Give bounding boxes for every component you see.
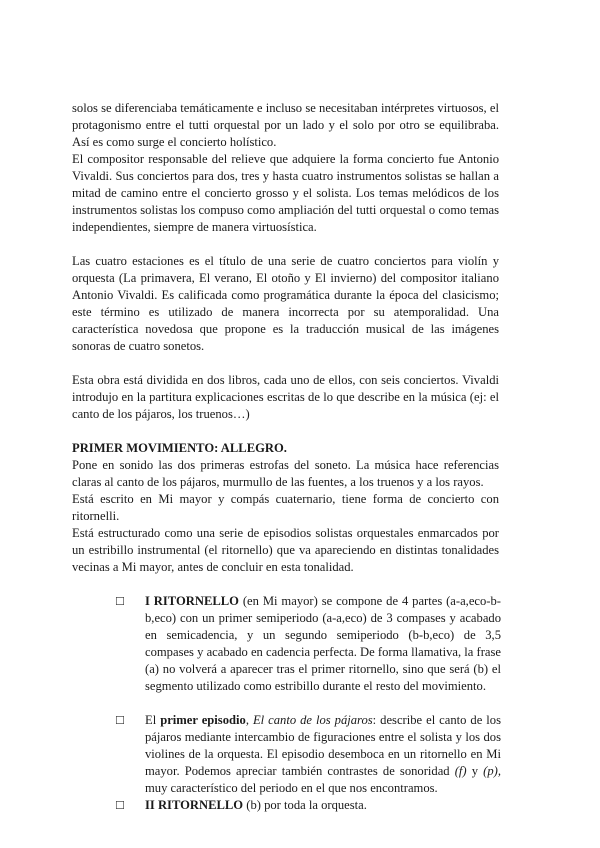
- bold-term: I RITORNELLO: [145, 594, 239, 608]
- list-item: [115, 593, 501, 695]
- list-item-text: I RITORNELLO (en Mi mayor) se compone de 4 partes (a-a,eco-b-b,eco) con un primer semiperiodo (a-a,eco) de 3 compases y acabado en semicadencia, y un segundo semiperiodo (b-b,eco) de 3,5 compases y acabado en cadencia perfecta. De forma llamativa, la frase (a) no volverá a aparecer tras el primer ritornello, sino que será (b) el segmento utilizado como estribillo durante el resto del movimiento.: [145, 594, 501, 693]
- checkbox-icon: ☐: [115, 799, 125, 812]
- paragraph: Pone en sonido las dos primeras estrofas del soneto. La música hace referencias claras al canto de los pájaros, murmullo de las fuentes, a los truenos y a los rayos.: [72, 458, 499, 489]
- list-item: [115, 797, 501, 814]
- paragraph: Esta obra está dividida en dos libros, cada uno de ellos, con seis conciertos. Vivaldi introdujo en la partitura explicaciones escritas de lo que describe en la música (ej: el canto de los pájaros, los truenos…): [72, 373, 499, 421]
- paragraph: solos se diferenciaba temáticamente e incluso se necesitaban intérpretes virtuosos, el protagonismo entre el tutti orquestal por un lado y el solo por otro se equilibraba. Así es como surge el concierto holístico.: [72, 101, 499, 149]
- list-item: [115, 712, 501, 797]
- list-item-text: El primer episodio, El canto de los pájaros: describe el canto de los pájaros mediante intercambio de figuraciones entre el solista y los dos violines de la orquesta. El episodio desemboca en un ritornello en Mi mayor. Podemos apreciar también contrastes de sonoridad (f) y (p), muy característico del periodo en el que nos encontramos.: [145, 713, 502, 795]
- bold-term: primer episodio: [160, 713, 246, 727]
- paragraph: Las cuatro estaciones es el título de una serie de cuatro conciertos para violín y orquesta (La primavera, El verano, El otoño y El invierno) del compositor italiano Antonio Vivaldi. Es calificada como programática durante la época del clasicismo; este término es utilizado de manera incorrecta por su atemporalidad. Una característica novedosa que propone es la traducción musical de las imágenes sonoras de cuatro sonetos.: [72, 254, 499, 353]
- section-heading: PRIMER MOVIMIENTO: ALLEGRO.: [72, 441, 287, 455]
- checkbox-icon: ☐: [115, 595, 125, 608]
- paragraph: Está escrito en Mi mayor y compás cuaternario, tiene forma de concierto con ritornelli.: [72, 492, 499, 523]
- checkbox-icon: ☐: [115, 714, 125, 727]
- bold-term: II RITORNELLO: [145, 798, 244, 812]
- paragraph: El compositor responsable del relieve que adquiere la forma concierto fue Antonio Vivaldi. Sus conciertos para dos, tres y hasta cuatro instrumentos solistas se hallan a mitad de camino entre el concierto grosso y el solista. Los temas melódicos de los instrumentos solistas los compuso como ampliación del tutti orquestal o como temas independientes, siempre de manera virtuosística.: [72, 152, 499, 234]
- paragraph: Está estructurado como una serie de episodios solistas orquestales enmarcados por un estribillo instrumental (el ritornello) que va apareciendo en distintas tonalidades vecinas a Mi mayor, antes de concluir en esta tonalidad.: [72, 526, 499, 574]
- italic-title: El canto de los pájaros: [252, 713, 373, 727]
- document-page: [72, 100, 502, 814]
- list-item-text: II RITORNELLO (b) por toda la orquesta.: [145, 798, 367, 812]
